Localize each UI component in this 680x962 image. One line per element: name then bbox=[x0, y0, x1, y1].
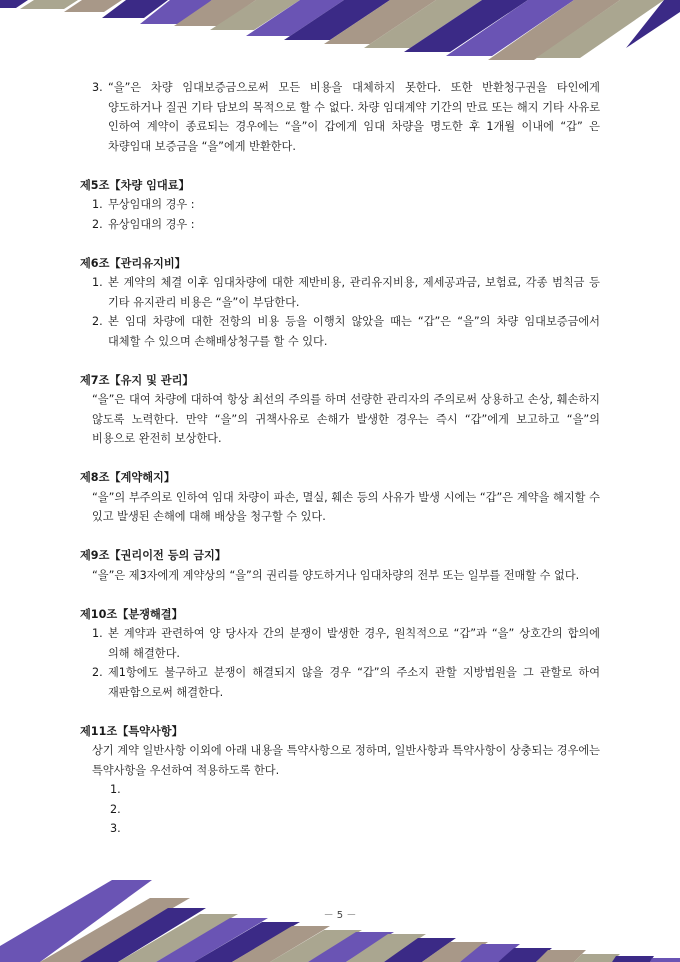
page-number: － 5 － bbox=[323, 910, 357, 921]
article-8-body: “을”의 부주의로 인하여 임대 차량이 파손, 멸실, 훼손 등의 사유가 발생 시에는 “갑”은 계약을 해지할 수 있고 발생된 손해에 대해 배상을 청구할 수 있다. bbox=[92, 490, 600, 523]
item-text: 본 계약의 체결 이후 임대차량에 대한 제반비용, 관리유지비용, 제세공과금, 보험료, 각종 범칙금 등 기타 유지관리 비용은 “을”이 부담한다. bbox=[108, 276, 600, 309]
article-11-heading: 제11조【특약사항】 bbox=[80, 724, 183, 738]
prev-list-item bbox=[80, 78, 600, 156]
article-6-item bbox=[80, 273, 600, 312]
article-11-body: 상기 계약 일반사항 이외에 아래 내용을 특약사항으로 정하며, 일반사항과 특약사항이 상충되는 경우에는 특약사항을 우선하여 적용하도록 한다. bbox=[92, 744, 600, 777]
article-5-heading: 제5조【차량 임대료】 bbox=[80, 178, 190, 192]
article-11-subitem: 3. bbox=[110, 822, 121, 835]
item-number: 2. bbox=[92, 666, 103, 679]
item-text: “을”은 차량 임대보증금으로써 모든 비용을 대체하지 못한다. 또한 반환청구권을 타인에게 양도하거나 질권 기타 담보의 목적으로 할 수 없다. 차량 임대계약 기간의 만료 또는 해지 기타 사유로 인하여 계약이 종료되는 경우에는 “을”이 갑에게 임대 차량을 명도한 후 1개월 이내에 “갑” 은 차량임대 보증금을 “을”에게 반환한다. bbox=[108, 81, 600, 153]
article-6-item bbox=[80, 312, 600, 351]
article-10-item bbox=[80, 624, 600, 663]
article-8-heading: 제8조【계약해지】 bbox=[80, 471, 176, 484]
item-text: 유상임대의 경우 : bbox=[108, 217, 195, 231]
article-10-heading: 제10조【분쟁해결】 bbox=[80, 607, 183, 621]
item-number: 1. bbox=[92, 627, 103, 640]
item-number: 2. bbox=[92, 217, 103, 231]
article-5-item bbox=[80, 215, 600, 235]
item-text: 무상임대의 경우 : bbox=[108, 198, 195, 211]
item-number: 2. bbox=[92, 315, 103, 328]
article-11-subitem: 1. bbox=[110, 783, 121, 796]
article-9-body: “을”은 제3자에게 계약상의 “을”의 권리를 양도하거나 임대차량의 전부 또는 일부를 전매할 수 없다. bbox=[92, 568, 580, 582]
document-body bbox=[80, 78, 600, 839]
article-10-item bbox=[80, 663, 600, 702]
item-number: 3. bbox=[92, 81, 103, 94]
item-text: 본 계약과 관련하여 양 당사자 간의 분쟁이 발생한 경우, 원칙적으로 “갑”과 “을” 상호간의 합의에 의해 해결한다. bbox=[108, 627, 600, 660]
item-text: 본 임대 차량에 대한 전항의 비용 등을 이행치 않았을 때는 “갑”은 “을”의 차량 임대보증금에서 대체할 수 있으며 손해배상청구를 할 수 있다. bbox=[108, 315, 600, 348]
article-11-subitem: 2. bbox=[110, 802, 121, 816]
item-number: 1. bbox=[92, 198, 103, 211]
item-text: 제1항에도 불구하고 분쟁이 해결되지 않을 경우 “갑”의 주소지 관할 지방법원을 그 관할로 하여 재판함으로써 해결한다. bbox=[108, 666, 600, 699]
header-stripe-decoration bbox=[0, 0, 680, 62]
item-number: 1. bbox=[92, 276, 103, 289]
article-9-heading: 제9조【권리이전 등의 금지】 bbox=[80, 549, 227, 562]
article-5-item bbox=[80, 195, 600, 215]
article-6-heading: 제6조【관리유지비】 bbox=[80, 256, 186, 270]
article-7-body: “을”은 대여 차량에 대하여 항상 최선의 주의를 하며 선량한 관리자의 주의로써 상용하고 손상, 훼손하지 않도록 노력한다. 만약 “을”의 귀책사유로 손해가 발생한 경우는 즉시 “갑”에게 보고하고 “을”의 비용으로 완전히 보상한다. bbox=[92, 393, 600, 445]
article-7-heading: 제7조【유지 및 관리】 bbox=[80, 373, 194, 387]
